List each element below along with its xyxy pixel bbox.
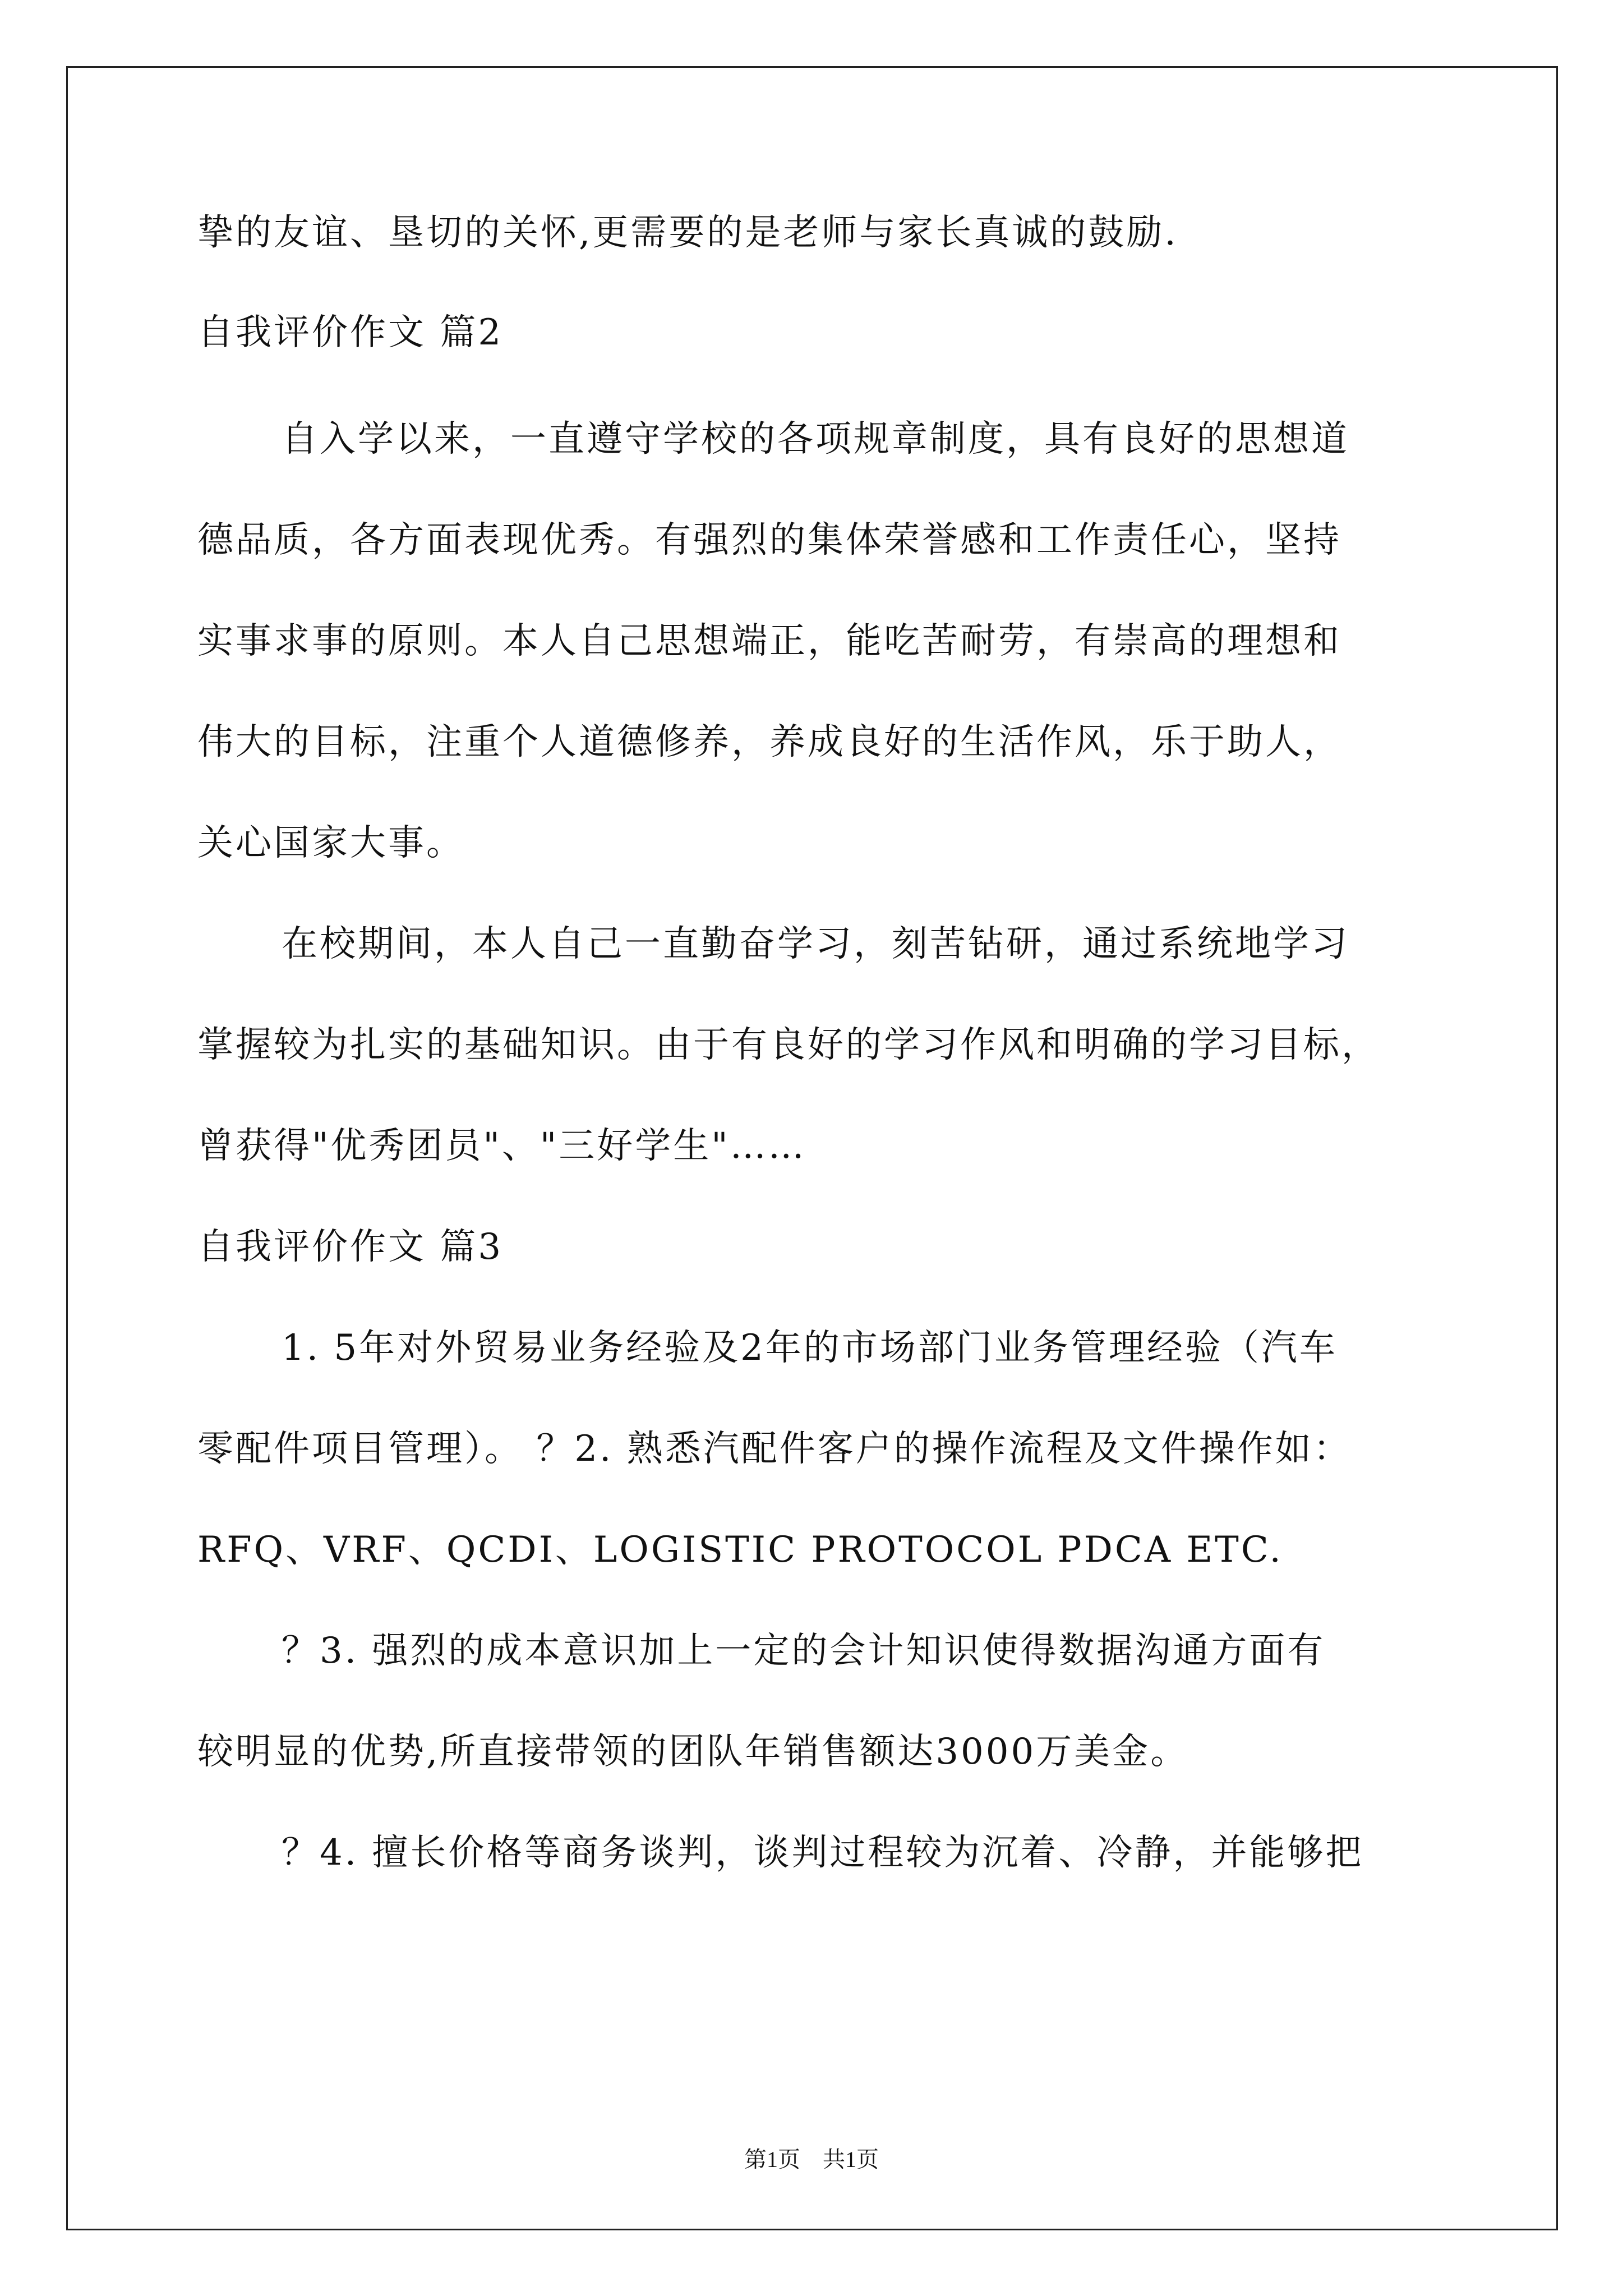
paragraph-line: RFQ、VRF、QCDI、LOGISTIC PROTOCOL PDCA ETC. — [197, 1529, 1283, 1571]
paragraph-line: 1. 5年对外贸易业务经验及2年的市场部门业务管理经验（汽车 — [282, 1327, 1338, 1369]
paragraph-line: ？4. 擅长价格等商务谈判，谈判过程较为沉着、冷静，并能够把 — [282, 1832, 1364, 1874]
paragraph-line: 实事求事的原则。本人自己思想端正，能吃苦耐劳，有崇高的理想和 — [197, 620, 1341, 662]
paragraph-line: 德品质，各方面表现优秀。有强烈的集体荣誉感和工作责任心，坚持 — [197, 519, 1341, 561]
paragraph-line: ？3. 强烈的成本意识加上一定的会计知识使得数据沟通方面有 — [282, 1630, 1326, 1672]
paragraph-line: 较明显的优势,所直接带领的团队年销售额达3000万美金。 — [197, 1731, 1189, 1773]
paragraph-line: 自入学以来，一直遵守学校的各项规章制度，具有良好的思想道 — [282, 418, 1349, 460]
paragraph-line: 零配件项目管理）。 ？2. 熟悉汽配件客户的操作流程及文件操作如： — [197, 1428, 1352, 1470]
paragraph-line: 曾获得"优秀团员"、"三好学生"…… — [197, 1125, 806, 1167]
section-heading: 自我评价作文 篇2 — [197, 312, 504, 353]
section-heading: 自我评价作文 篇3 — [197, 1226, 504, 1268]
paragraph-line: 在校期间，本人自己一直勤奋学习，刻苦钻研，通过系统地学习 — [282, 923, 1349, 965]
paragraph-line: 关心国家大事。 — [197, 822, 464, 864]
paragraph-line: 挚的友谊、垦切的关怀,更需要的是老师与家长真诚的鼓励. — [197, 212, 1178, 254]
page-footer: 第1页 共1页 — [744, 2147, 879, 2172]
paragraph-line: 掌握较为扎实的基础知识。由于有良好的学习作风和明确的学习目标， — [197, 1024, 1380, 1066]
paragraph-line: 伟大的目标，注重个人道德修养，养成良好的生活作风，乐于助人， — [197, 721, 1341, 763]
